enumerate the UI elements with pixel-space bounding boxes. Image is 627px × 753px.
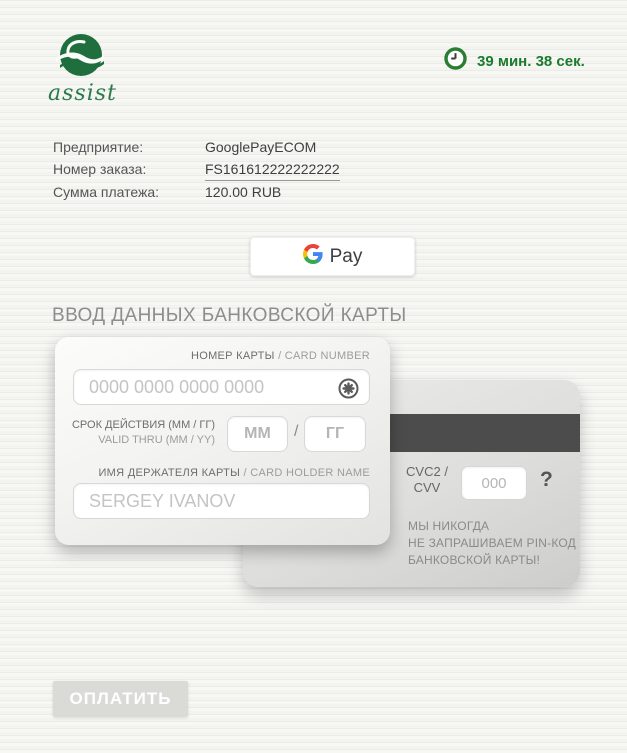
timer-value: 39 мин. 38 сек.: [477, 52, 585, 70]
card-number-label: НОМЕР КАРТЫ / CARD NUMBER: [190, 350, 370, 362]
card-holder-label: ИМЯ ДЕРЖАТЕЛЯ КАРТЫ / CARD HOLDER NAME: [98, 467, 370, 479]
card-entry-heading: ВВОД ДАННЫХ БАНКОВСКОЙ КАРТЫ: [52, 305, 407, 326]
order-number-row: [53, 158, 473, 181]
expiry-slash: /: [294, 423, 299, 440]
order-number-value[interactable]: FS161612222222222: [205, 158, 340, 181]
order-number-label: Номер заказа:: [53, 161, 147, 177]
google-g-icon: [303, 244, 323, 269]
assist-logo: [48, 32, 158, 105]
amount-label: Сумма платежа:: [53, 184, 160, 200]
clear-number-icon[interactable]: [338, 378, 359, 404]
clock-icon: [444, 47, 467, 75]
card-holder-input[interactable]: [73, 483, 370, 519]
card-number-input[interactable]: [73, 369, 370, 405]
merchant-row: [53, 136, 473, 158]
assist-logo-icon: [56, 32, 158, 85]
amount-row: [53, 181, 473, 203]
cvc-label: CVC2 / CVV: [406, 464, 448, 495]
pin-warning-text: МЫ НИКОГДА НЕ ЗАПРАШИВАЕМ PIN-КОД БАНКОВСКОЙ КАРТЫ!: [408, 519, 576, 567]
pay-button[interactable]: ОПЛАТИТЬ: [53, 681, 188, 717]
assist-logo-text: assist: [48, 81, 117, 106]
expiry-year-input[interactable]: [304, 416, 366, 452]
expiry-label: СРОК ДЕЙСТВИЯ (ММ / ГГ) VALID THRU (MM / YY): [71, 419, 215, 446]
merchant-label: Предприятие:: [53, 139, 144, 155]
session-timer: [444, 47, 585, 75]
merchant-value: GooglePayECOM: [205, 139, 317, 155]
google-pay-label: Pay: [329, 245, 363, 267]
expiry-month-input[interactable]: [227, 416, 288, 452]
google-pay-button[interactable]: [250, 237, 415, 276]
amount-value: 120.00 RUB: [205, 184, 282, 200]
cvc-input[interactable]: [461, 466, 527, 500]
order-details: [53, 136, 473, 203]
card-front-panel: [55, 337, 390, 545]
cvc-help-icon[interactable]: ?: [540, 468, 553, 491]
